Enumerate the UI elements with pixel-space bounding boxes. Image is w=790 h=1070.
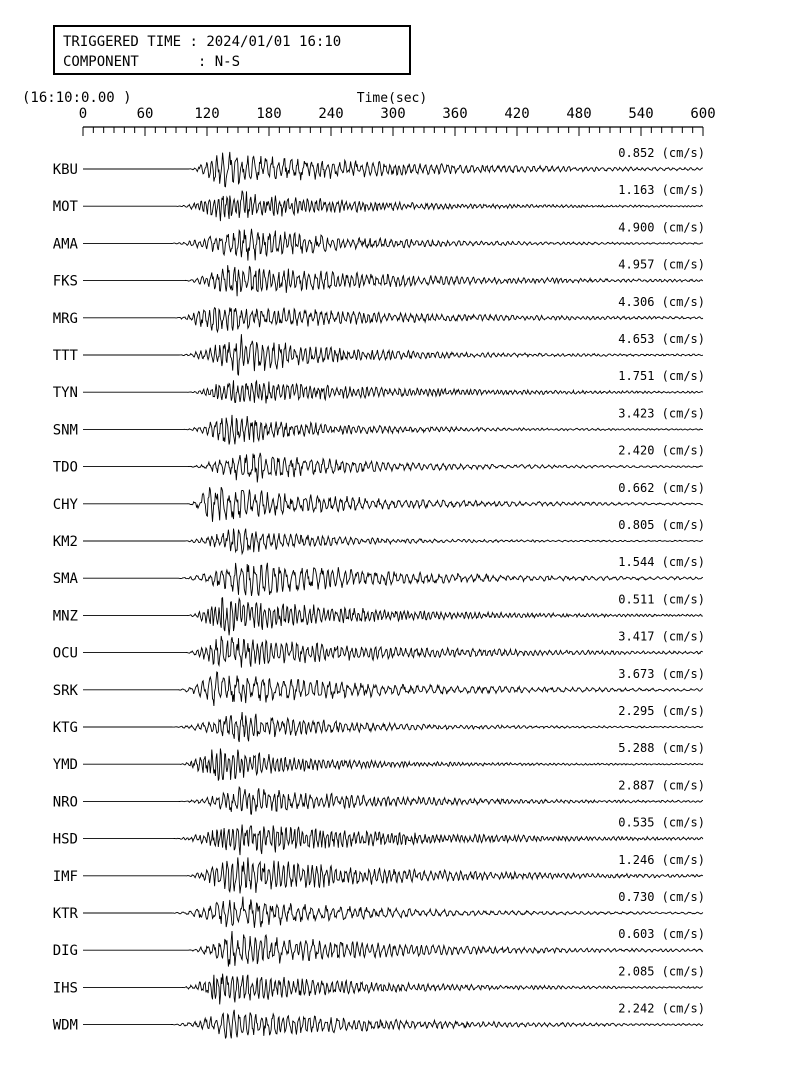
triggered-time-separator: : bbox=[189, 34, 198, 50]
waveform-line bbox=[83, 787, 703, 814]
x-tick-label: 540 bbox=[628, 106, 654, 122]
peak-amplitude-label: 0.730 (cm/s) bbox=[618, 890, 705, 904]
station-trace-ttt bbox=[53, 332, 705, 375]
station-code: FKS bbox=[52, 273, 78, 290]
waveform-line bbox=[83, 334, 703, 375]
x-tick-label: 120 bbox=[194, 106, 220, 122]
station-trace-ktg bbox=[53, 704, 705, 742]
peak-amplitude-label: 4.653 (cm/s) bbox=[618, 332, 705, 346]
peak-amplitude-label: 1.163 (cm/s) bbox=[618, 183, 705, 198]
station-trace-imf bbox=[53, 853, 705, 894]
station-trace-mnz bbox=[53, 592, 705, 635]
station-trace-kbu bbox=[53, 146, 705, 187]
waveform-line bbox=[83, 749, 703, 781]
x-tick-label: 0 bbox=[78, 106, 88, 122]
peak-amplitude-label: 4.957 (cm/s) bbox=[618, 257, 705, 272]
waveform-line bbox=[83, 825, 703, 856]
station-code: WDM bbox=[52, 1017, 78, 1034]
peak-amplitude-label: 3.417 (cm/s) bbox=[618, 629, 705, 644]
station-code: MOT bbox=[52, 199, 78, 216]
peak-amplitude-label: 2.887 (cm/s) bbox=[618, 778, 705, 793]
x-tick-label: 300 bbox=[380, 106, 406, 122]
x-axis-label: Time(sec) bbox=[356, 91, 428, 106]
peak-amplitude-label: 2.242 (cm/s) bbox=[618, 1001, 705, 1016]
waveform-line bbox=[83, 897, 703, 928]
station-code: IMF bbox=[52, 868, 78, 885]
waveform-line bbox=[83, 636, 703, 668]
peak-amplitude-label: 1.544 (cm/s) bbox=[618, 555, 705, 570]
component-value: N-S bbox=[214, 54, 241, 70]
station-trace-wdm bbox=[53, 1002, 705, 1039]
peak-amplitude-label: 0.603 (cm/s) bbox=[618, 927, 705, 942]
peak-amplitude-label: 2.420 (cm/s) bbox=[618, 443, 705, 458]
x-tick-label: 600 bbox=[690, 106, 716, 122]
station-code: MNZ bbox=[52, 608, 78, 625]
waveform-traces bbox=[53, 146, 705, 1039]
waveform-line bbox=[83, 712, 703, 742]
station-code: NRO bbox=[52, 794, 78, 811]
station-trace-mot bbox=[53, 183, 705, 221]
station-trace-tyn bbox=[53, 369, 705, 403]
station-code: TYN bbox=[52, 385, 78, 402]
waveform-line bbox=[83, 529, 703, 554]
station-code: SRK bbox=[52, 682, 78, 699]
waveform-line bbox=[83, 229, 703, 261]
waveform-line bbox=[83, 308, 703, 332]
station-trace-chy bbox=[53, 481, 705, 522]
peak-amplitude-label: 3.673 (cm/s) bbox=[618, 666, 705, 681]
station-trace-ocu bbox=[53, 630, 705, 668]
waveform-line bbox=[83, 672, 703, 706]
station-code: SNM bbox=[52, 422, 78, 439]
waveform-line bbox=[83, 1010, 703, 1039]
peak-amplitude-label: 4.900 (cm/s) bbox=[618, 220, 705, 235]
station-trace-dig bbox=[53, 927, 705, 966]
station-trace-nro bbox=[53, 778, 705, 814]
peak-amplitude-label: 2.295 (cm/s) bbox=[618, 704, 705, 718]
waveform-line bbox=[83, 857, 703, 893]
triggered-time-value: 2024/01/01 16:10 bbox=[206, 34, 342, 50]
station-code: SMA bbox=[52, 571, 78, 588]
peak-amplitude-label: 2.085 (cm/s) bbox=[618, 964, 705, 979]
station-code: AMA bbox=[52, 236, 78, 253]
station-trace-tdo bbox=[53, 444, 705, 483]
x-tick-label: 180 bbox=[256, 106, 282, 122]
peak-amplitude-label: 5.288 (cm/s) bbox=[618, 741, 705, 756]
component-separator: : bbox=[197, 54, 207, 70]
station-trace-srk bbox=[53, 667, 705, 706]
peak-amplitude-label: 0.805 (cm/s) bbox=[618, 518, 705, 532]
station-code: OCU bbox=[52, 645, 78, 662]
peak-amplitude-label: 0.535 (cm/s) bbox=[618, 815, 705, 830]
waveform-line bbox=[83, 931, 703, 967]
waveform-line bbox=[83, 265, 703, 296]
peak-amplitude-label: 3.423 (cm/s) bbox=[618, 406, 705, 421]
station-code: DIG bbox=[52, 943, 78, 960]
station-trace-fks bbox=[53, 258, 705, 297]
x-tick-label: 420 bbox=[504, 106, 530, 122]
station-code: IHS bbox=[52, 980, 78, 997]
station-trace-sma bbox=[53, 555, 705, 596]
peak-amplitude-label: 1.751 (cm/s) bbox=[618, 369, 705, 384]
peak-amplitude-label: 0.662 (cm/s) bbox=[618, 480, 705, 495]
waveform-line bbox=[83, 380, 703, 403]
peak-amplitude-label: 0.852 (cm/s) bbox=[618, 146, 705, 160]
station-trace-snm bbox=[53, 406, 705, 444]
peak-amplitude-label: 0.511 (cm/s) bbox=[618, 592, 705, 607]
station-trace-ymd bbox=[53, 741, 705, 780]
station-code: KM2 bbox=[52, 534, 78, 550]
start-time-label: (16:10:0.00 ) bbox=[22, 90, 132, 106]
station-trace-mrg bbox=[53, 295, 705, 332]
waveform-line bbox=[83, 563, 703, 596]
waveform-line bbox=[83, 191, 703, 221]
x-tick-label: 240 bbox=[318, 106, 344, 122]
waveform-line bbox=[83, 152, 703, 187]
station-code: MRG bbox=[52, 310, 78, 327]
station-code: KBU bbox=[52, 162, 78, 178]
station-code: KTR bbox=[52, 906, 78, 922]
component-label: COMPONENT bbox=[63, 54, 139, 70]
station-trace-km2 bbox=[53, 518, 705, 554]
station-trace-ktr bbox=[53, 890, 705, 928]
x-tick-label: 360 bbox=[442, 106, 468, 122]
x-tick-label: 60 bbox=[136, 106, 154, 122]
waveform-line bbox=[83, 598, 703, 636]
station-code: YMD bbox=[52, 757, 78, 774]
station-trace-hsd bbox=[53, 816, 705, 856]
triggered-time-label: TRIGGERED TIME bbox=[63, 34, 182, 50]
waveform-line bbox=[83, 453, 703, 483]
station-code: HSD bbox=[52, 831, 78, 848]
peak-amplitude-label: 1.246 (cm/s) bbox=[618, 852, 705, 867]
waveform-line bbox=[83, 974, 703, 1005]
station-code: CHY bbox=[52, 496, 78, 513]
station-trace-ama bbox=[53, 220, 705, 260]
station-code: KTG bbox=[52, 720, 78, 736]
waveform-line bbox=[83, 487, 703, 522]
station-code: TTT bbox=[52, 348, 78, 364]
station-code: TDO bbox=[52, 459, 78, 476]
station-trace-ihs bbox=[53, 964, 705, 1004]
time-axis bbox=[79, 106, 716, 136]
x-tick-label: 480 bbox=[566, 106, 592, 122]
waveform-line bbox=[83, 415, 703, 445]
peak-amplitude-label: 4.306 (cm/s) bbox=[618, 294, 705, 309]
